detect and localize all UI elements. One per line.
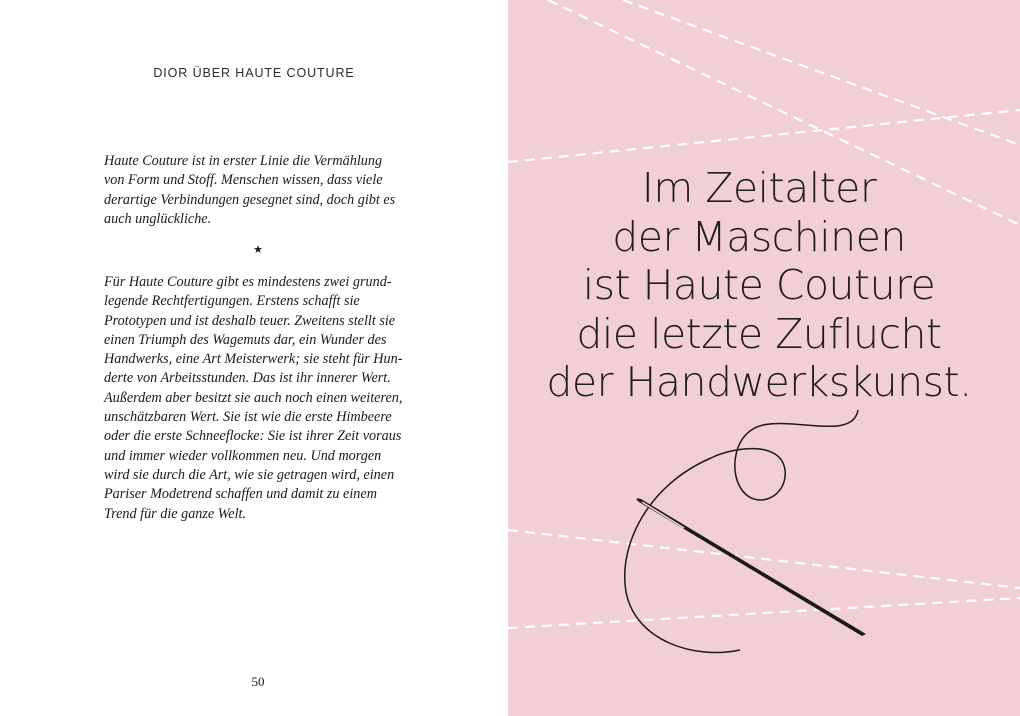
paragraph-2 <box>104 273 424 524</box>
quote-line: der Maschinen <box>612 212 906 261</box>
text-line: Haute Couture ist in erster Linie die Vermählung <box>104 153 383 169</box>
quote-line: Im Zeitalter <box>641 164 877 212</box>
left-page <box>0 0 508 716</box>
stitch-line <box>623 0 1020 145</box>
needle-eye <box>642 502 684 528</box>
quote-line: die letzte Zuflucht <box>576 309 942 358</box>
needle-and-thread-icon <box>625 410 866 653</box>
paragraph-1 <box>104 152 424 229</box>
quote-line: ist Haute Couture <box>582 261 936 309</box>
text-line: derartige Verbindungen gesegnet sind, doch gibt es <box>104 191 396 208</box>
pull-quote <box>508 164 1010 407</box>
text-line: legende Rechtfertigungen. Erstens schafft sie <box>104 293 360 310</box>
text-line: und immer wieder vollkommen neu. Und morgen <box>104 447 382 464</box>
text-line: einen Triumph des Wagemuts dar, ein Wunder des <box>104 331 387 348</box>
thread <box>625 410 858 653</box>
quote-line: der Handwerkskunst. <box>546 358 972 406</box>
text-line: unschätzbaren Wert. Sie ist wie die erste Himbeere <box>104 409 392 426</box>
text-line: Handwerks, eine Art Meisterwerk; sie steht für Hun- <box>104 351 403 368</box>
text-line: wird sie durch die Art, wie sie getragen wird, einen <box>104 466 395 483</box>
text-line: Pariser Modetrend schaffen und damit zu einem <box>104 486 377 503</box>
text-line: Prototypen und ist deshalb teuer. Zweitens stellt sie <box>104 312 396 329</box>
text-line: Für Haute Couture gibt es mindestens zwei grund- <box>104 274 392 290</box>
star-separator-icon: ★ <box>253 243 263 256</box>
page-number: 50 <box>251 674 265 689</box>
stitch-line <box>508 530 1020 588</box>
text-line: von Form und Stoff. Menschen wissen, dass viele <box>104 172 383 189</box>
running-head: DIOR ÜBER HAUTE COUTURE <box>153 66 355 80</box>
text-line: Außerdem aber besitzt sie auch noch einen weiteren, <box>104 389 403 406</box>
text-line: oder die erste Schneeflocke: Sie ist ihrer Zeit voraus <box>104 428 402 445</box>
text-line: auch unglückliche. <box>104 210 212 227</box>
text-line: Trend für die ganze Welt. <box>104 505 247 522</box>
stitch-line <box>508 598 1020 628</box>
text-line: derte von Arbeitsstunden. Das ist ihr innerer Wert. <box>104 370 391 387</box>
right-page <box>508 0 1020 716</box>
